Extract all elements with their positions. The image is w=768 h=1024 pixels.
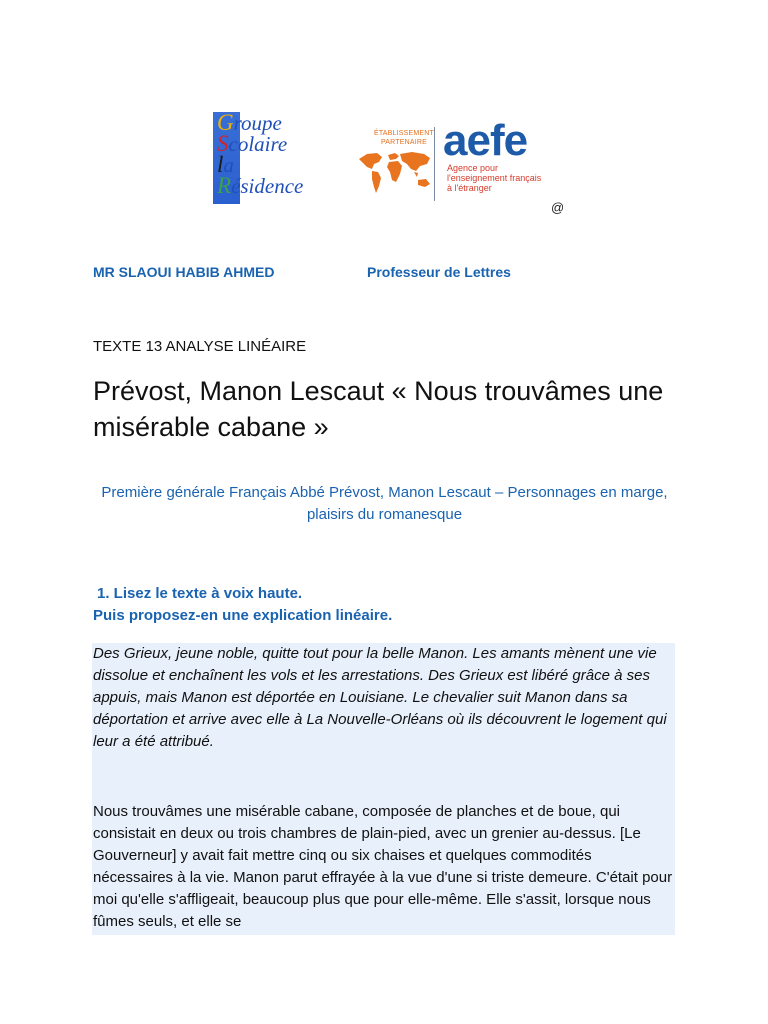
world-map-icon bbox=[357, 149, 433, 195]
text-passage-box bbox=[92, 643, 675, 935]
question-block bbox=[93, 583, 693, 627]
logo-line-groupe: Groupe bbox=[217, 110, 282, 135]
logo-line-la: la bbox=[217, 152, 234, 177]
aefe-tagline: Agence pour l'enseignement français à l'étranger bbox=[447, 163, 542, 193]
question-line-2: Puis proposez-en une explication linéaire. bbox=[93, 607, 393, 624]
at-sign: @ bbox=[551, 200, 565, 215]
teacher-role: Professeur de Lettres bbox=[367, 264, 511, 280]
logo-line-scolaire: Scolaire bbox=[217, 131, 288, 156]
text-number-heading: TEXTE 13 ANALYSE LINÉAIRE bbox=[93, 338, 307, 355]
school-logo bbox=[213, 112, 333, 206]
aefe-wordmark: aefe bbox=[443, 116, 528, 165]
document-subtitle: Première générale Français Abbé Prévost, Manon Lescaut – Personnages en marge, plaisirs du romanesque bbox=[101, 484, 668, 523]
logo-line-residence: Résidence bbox=[217, 173, 304, 198]
question-line-1: 1. Lisez le texte à voix haute. bbox=[97, 585, 303, 602]
context-introduction: Des Grieux, jeune noble, quitte tout pour la belle Manon. Les amants mènent une vie dissolue et enchaînent les vols et les arrestations. Des Grieux est libéré grâce à ses appuis, mais Manon est déportée en Louisiane. Le chevalier suit Manon dans sa déportation et arrive avec elle à La Nouvelle-Orléans où ils découvrent le logement qui leur a été attribué. bbox=[93, 645, 667, 750]
page-title: Prévost, Manon Lescaut « Nous trouvâmes une misérable cabane » bbox=[93, 376, 664, 442]
novel-excerpt: Nous trouvâmes une misérable cabane, composée de planches et de boue, qui consistait en deux ou trois chambres de plain-pied, avec un grenier au-dessus. [Le Gouverneur] y avait fait mettre cinq ou six chaises et quelques commodités nécessaires à la vie. Manon parut effrayée à la vue d'une si triste demeure. C'était pour moi qu'elle s'affligeait, beaucoup plus que pour elle-même. Elle s'assit, lorsque nous fûmes seuls, et elle se bbox=[93, 803, 673, 930]
aefe-partner-badge: ÉTABLISSEMENT PARTENAIRE bbox=[373, 130, 435, 146]
teacher-name: MR SLAOUI HABIB AHMED bbox=[93, 264, 275, 280]
aefe-logo bbox=[357, 116, 552, 205]
logo-separator bbox=[434, 127, 435, 201]
